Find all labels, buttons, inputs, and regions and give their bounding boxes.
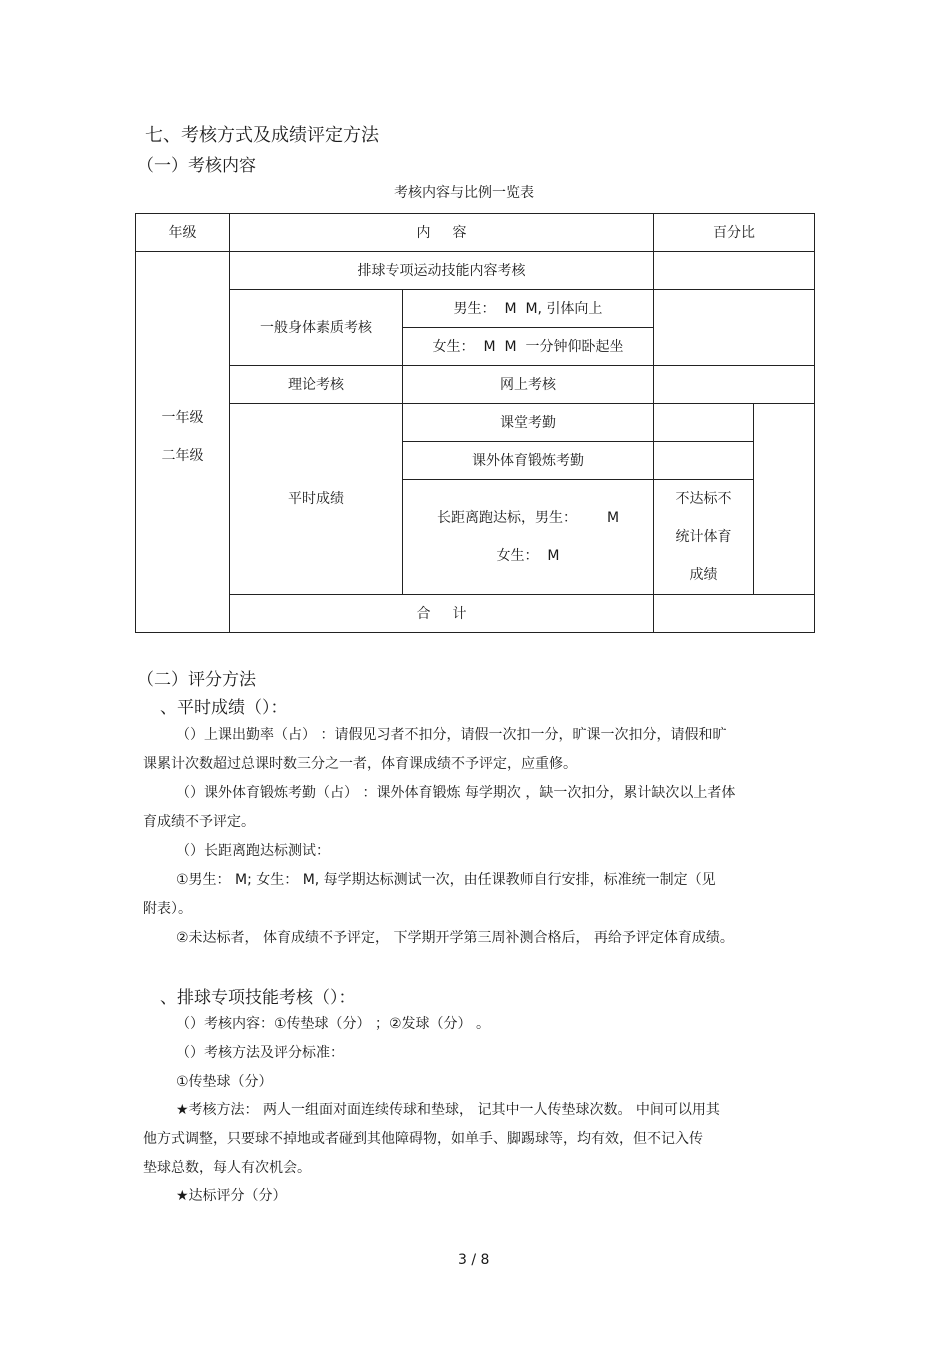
longrun-note-cell [654,480,754,595]
total-percent [654,595,815,633]
p1-line2: 课累计次数超过总课时数三分之一者，体育课成绩不予评定，应重修。 [143,756,577,772]
attendance-percent [654,404,754,442]
volleyball-percent [654,252,815,290]
male-item: 引体向上 [546,300,603,317]
header-content-b: 容 [452,224,467,241]
female-cell [403,328,654,366]
female-prefix: 女生： [432,338,475,355]
header-grade: 年级 [136,214,230,252]
grade-cell [136,252,230,633]
p5: ②未达标者， 体育成绩不予评定， 下学期开学第三周补测合格后， 再给予评定体育成绩。 [176,930,734,946]
female-item: 一分钟仰卧起坐 [525,338,624,355]
p3: （）长距离跑达标测试： [176,843,330,859]
subsection-scoring: （二）评分方法 [137,670,256,690]
section-title: 七、考核方式及成绩评定方法 [145,125,379,146]
male-cell [403,290,654,328]
theory-percent [654,366,815,404]
usual-percent [754,404,815,595]
male-m2: M, [525,300,542,317]
subsection-title: （一）考核内容 [137,156,256,176]
v2: （）考核方法及评分标准： [176,1045,344,1061]
usual-cell: 平时成绩 [230,404,403,595]
female-m1: M [483,338,496,355]
v1: （）考核内容：①传垫球（分） ；②发球（分） 。 [176,1016,491,1032]
v4-line2: 他方式调整，只要球不掉地或者碰到其他障碍物，如单手、脚踢球等，均有效，但不记入传 [143,1131,703,1147]
volleyball-cell: 排球专项运动技能内容考核 [230,252,654,290]
p1-line1: （）上课出勤率（占） ：请假见习者不扣分，请假一次扣一分，旷课一次扣分，请假和旷 [176,727,727,743]
note-line-3: 成绩 [689,567,718,583]
header-content-a: 内 [416,224,431,241]
total-a: 合 [416,605,431,622]
note-line-1: 不达标不 [675,491,732,507]
v4-line1: ★考核方法： 两人一组面对面连续传球和垫球， 记其中一人传垫球次数。 中间可以用其 [176,1102,720,1118]
grade-1: 一年级 [161,410,204,426]
p4-line2: 附表）。 [143,901,192,917]
v4-line3: 垫球总数，每人有次机会。 [143,1160,311,1176]
longrun-female: 女生： [496,548,539,564]
female-m2: M [504,338,517,355]
volleyball-score-title: 、排球专项技能考核（）： [160,988,356,1008]
usual-score-title: 、平时成绩（）： [160,698,288,718]
header-percent: 百分比 [654,214,815,252]
male-prefix: 男生： [453,300,496,317]
header-content [230,214,654,252]
longrun-female-m: M [547,548,560,564]
note-line-2: 统计体育 [675,529,732,545]
physical-cell: 一般身体素质考核 [230,290,403,366]
theory-cell: 理论考核 [230,366,403,404]
longrun-line2 [403,537,653,575]
p4-line1: ①男生： M; 女生： M, 每学期达标测试一次，由任课教师自行安排，标准统一制定（见 [176,872,716,888]
physical-percent [654,290,815,366]
p2-line1: （）课外体育锻炼考勤（占） ：课外体育锻炼 每学期次 ，缺一次扣分，累计缺次以上者体 [176,785,736,801]
extracurricular-cell: 课外体育锻炼考勤 [403,442,654,480]
page-number: 3 / 8 [458,1252,490,1268]
p2-line2: 育成绩不予评定。 [143,814,255,830]
total-b: 计 [452,605,467,622]
total-cell [230,595,654,633]
longrun-cell [403,480,654,595]
extracurricular-percent [654,442,754,480]
online-cell: 网上考核 [403,366,654,404]
grade-2: 二年级 [161,448,204,464]
attendance-cell: 课堂考勤 [403,404,654,442]
longrun-line1 [403,499,653,537]
longrun-text: 长距离跑达标，男生： [436,510,577,526]
table-caption: 考核内容与比例一览表 [394,185,534,201]
v5: ★达标评分（分） [176,1188,287,1204]
assessment-table [135,213,815,633]
male-m1: M [504,300,517,317]
v3: ①传垫球（分） [176,1074,273,1090]
longrun-m: M [606,510,620,526]
